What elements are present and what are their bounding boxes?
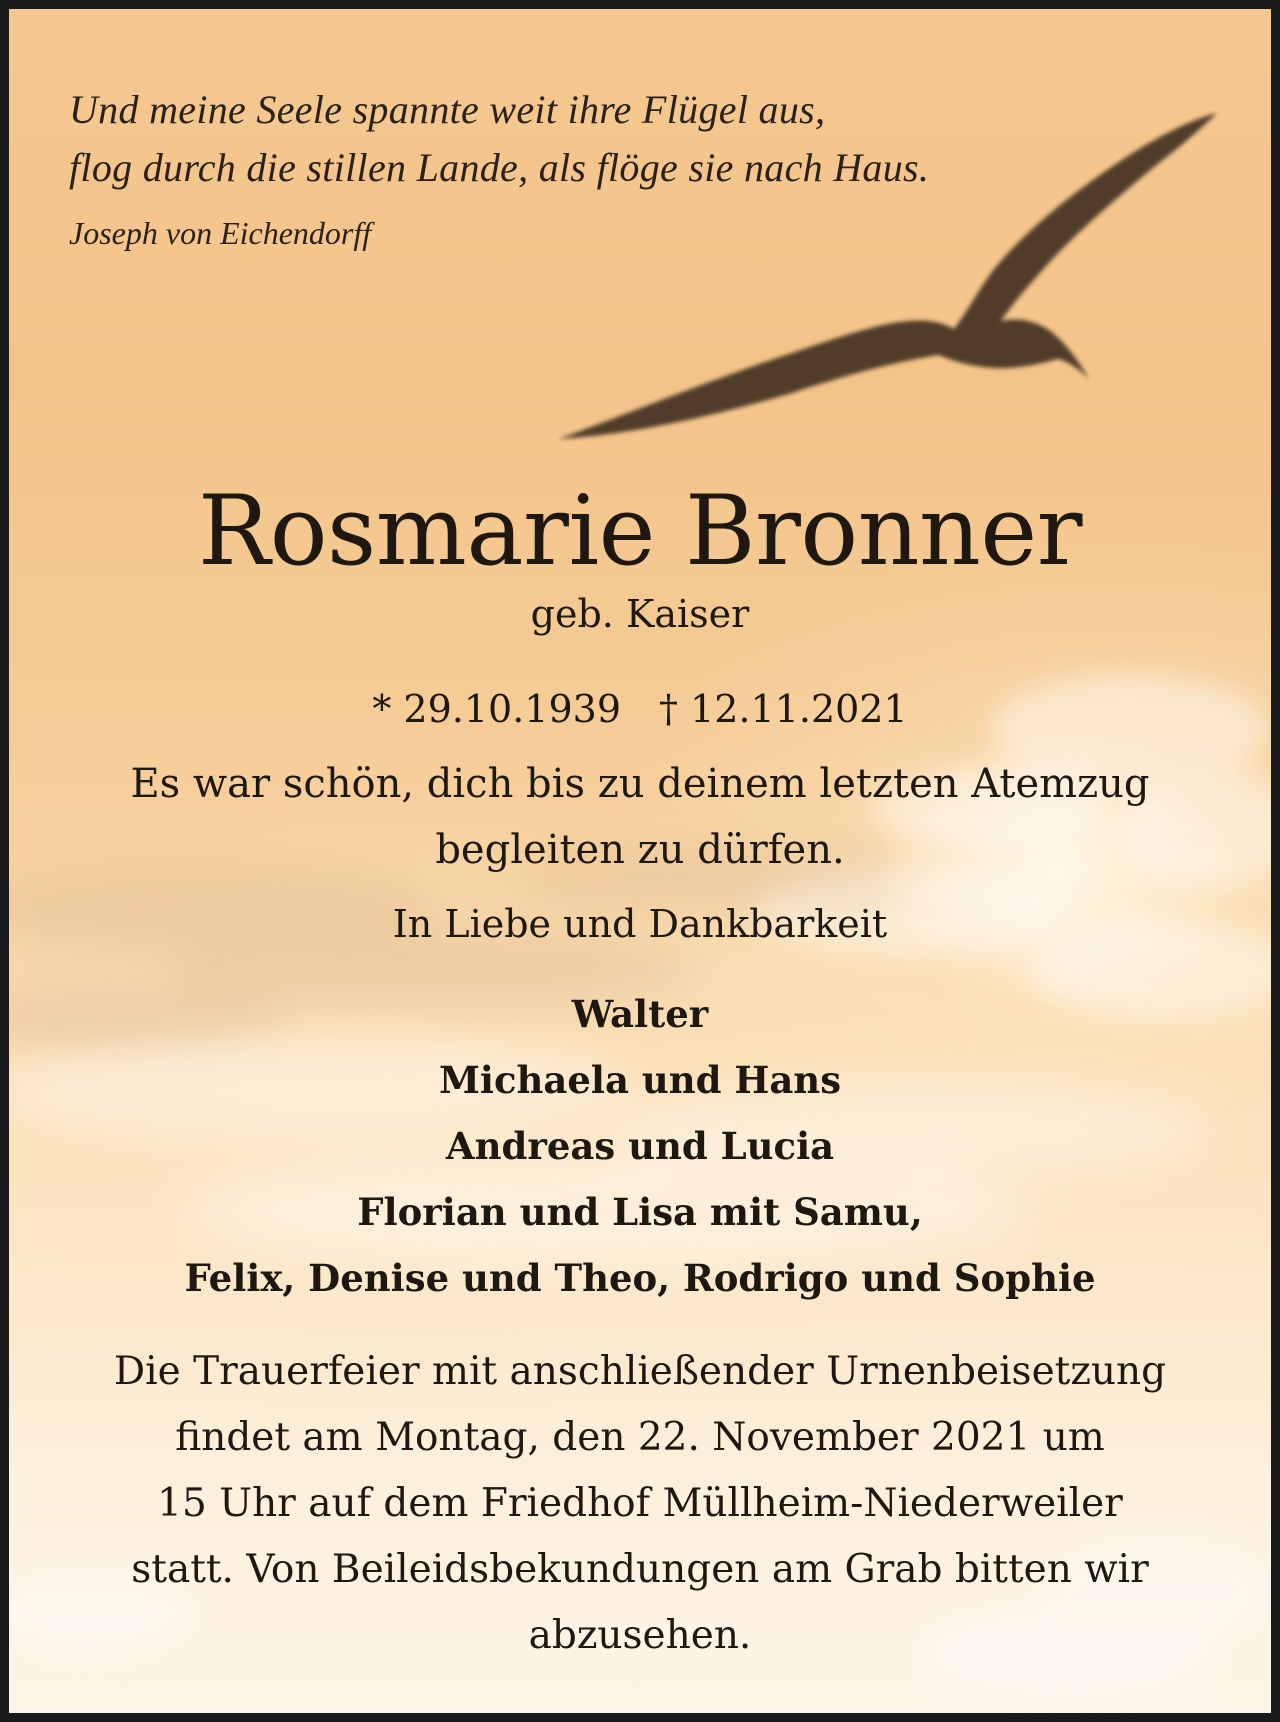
message-line-2: begleiten zu dürfen. [435, 827, 845, 873]
birth-date: * 29.10.1939 [372, 687, 621, 731]
death-date: † 12.11.2021 [659, 687, 908, 731]
service-line-5: abzusehen. [528, 1613, 752, 1658]
service-line-3: 15 Uhr auf dem Friedhof Müllheim-Niederweiler [157, 1481, 1123, 1526]
deceased-name: Rosmarie Bronner [197, 475, 1083, 587]
quote-line-1: Und meine Seele spannte weit ihre Flügel aus, [69, 87, 826, 132]
family-member: Michaela und Hans [438, 1058, 842, 1102]
farewell-message [9, 751, 1271, 883]
maiden-name: geb. Kaiser [530, 592, 750, 636]
closing-phrase: In Liebe und Dankbarkeit [392, 902, 888, 946]
message-line-1: Es war schön, dich bis zu deinem letzten Atemzug [130, 761, 1150, 807]
life-dates [9, 683, 1271, 735]
service-line-4: statt. Von Beileidsbekundungen am Grab bitten wir [131, 1547, 1149, 1592]
family-member: Felix, Denise und Theo, Rodrigo und Sophie [184, 1256, 1096, 1300]
family-member: Andreas und Lucia [445, 1124, 835, 1168]
service-line-1: Die Trauerfeier mit anschließender Urnenbeisetzung [113, 1349, 1167, 1394]
family-member: Florian und Lisa mit Samu, [357, 1190, 923, 1234]
family-member: Walter [571, 992, 709, 1036]
service-notice [9, 1339, 1271, 1669]
family-list [9, 981, 1271, 1311]
service-line-2: findet am Montag, den 22. November 2021 um [175, 1415, 1105, 1460]
quote-author: Joseph von Eichendorff [69, 215, 372, 251]
quote-block [69, 81, 1049, 263]
quote-line-2: flog durch die stillen Lande, als flöge sie nach Haus. [69, 145, 930, 190]
